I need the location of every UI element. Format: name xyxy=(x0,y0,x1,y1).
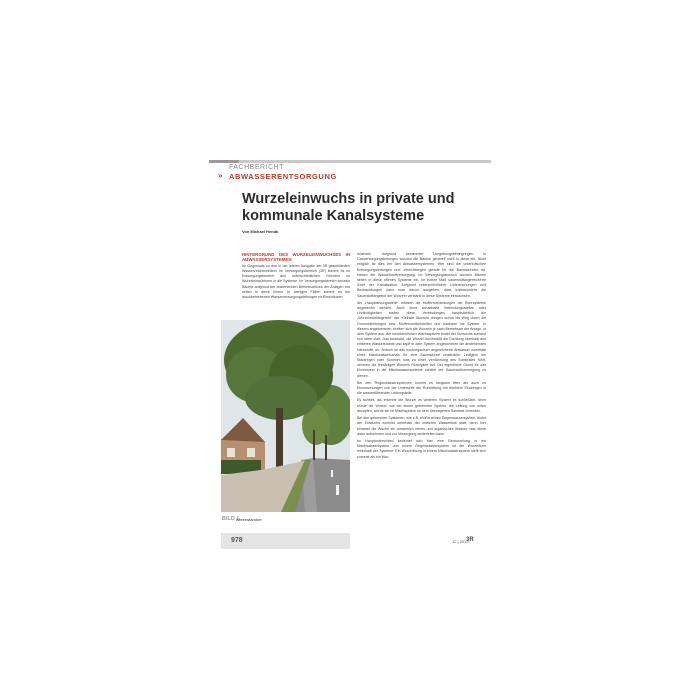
body-paragraph: Im Hauptunterschied bedeutet sich hier eine Einwurzelung in ein Mischwassersystem und einem Regenwassersystem ist die Wurzelform innerhalb der Systeme. Ein Wurzelbrung in einem Mischwassersystem stellt sich zumeist als ein Wur- xyxy=(357,438,486,459)
article-author: Von Michael Hendk xyxy=(242,229,279,234)
section-heading: HINTERGRUND DES WURZELEINWUCHSES IN ABWASSERSYSTEMEN xyxy=(242,252,350,263)
section-subtitle: ABWASSERENTSORGUNG xyxy=(229,172,337,181)
page-number: 978 xyxy=(231,537,243,544)
body-paragraph: Bei den getrennten Systemen, wie z.B. einem reinen Regenwassersystem, findet der Einwuchs zumeist unterhalb der mittleren Wasserlinie statt, denn hier erwartet die Wurzel ein wesentlich reines und organisches Wasser, was diese dann aufnehmen und zur Versorgung weiterleiten kann. xyxy=(357,416,486,436)
section-label: FACHBERICHT xyxy=(229,164,284,171)
figure-label: BILD 1 xyxy=(222,516,240,522)
article-title: Wurzeleinwuchs in private und kommunale Kanalsysteme xyxy=(242,191,455,224)
issue-label: 12 | 2013 xyxy=(452,539,469,544)
body-paragraph: Bei den Regenwassersystemen kommt es langsam öfter als auch zu Einwurzelungen von der Unterseite der Rohrleitung mit direktem Eindringen in die wasserführenden Leitungsteile. xyxy=(357,380,486,396)
street-tree-photo xyxy=(221,320,350,512)
header-rule xyxy=(209,160,491,163)
body-paragraph: wüchsen. Aufgrund bestimmter Umgebungsbedingungen in Gasversorgungsleitungen wurzeln die Bäume generell nicht in diese ein. Nicht möglich ist dies bei den Abwassersystemen. Hier sind die unterirdischen Entsorgungsleitungen und -einrichtungen gerade für die Baumwurzeln da. Neben der Wasserstoffversorgung. Im Versorgungsbereich wurzeln Bäume selten in diese offenen Systeme ein. Im hohen Maß sauerstoffangereicherte Zone der Kanalisation. Aufgrund unterschiedlicher Untersuchungen und Beobachtungen kann man davon ausgehen, dass insbesondere die Sauerstoffangebot der Wurzeln verstärkt in diese Systeme einwachsen. xyxy=(357,252,486,298)
chevron-icon: » xyxy=(218,171,223,180)
header-rule-accent xyxy=(209,160,239,163)
street-photo-illustration xyxy=(221,320,350,512)
body-paragraph: Es scheint, als erkenne die Wurzel im weiteren System es schließlich, denn würde die Wurzel, wie bei einem getrennten System, die Leitung von unten anzapfen, würde sie im Mischsystem an dem überlagerten Substrat verenden. xyxy=(357,398,486,413)
text-column-right xyxy=(357,252,486,462)
body-paragraph: Im Gegensatz zu den in der letzten Ausgabe der 3R geschilderten Wasserzeichenbildern im Versorgungsbereich (3R) kommt es im Entsorgungsbereich aus unterschiedlichen Gründen zu Wurzeleinwüchsen in die Systeme. Im Versorgungsbereich wurzeln Bäume aufgrund der anstehenden Betriebsdrücke der Anlagen nur selten in diese hinein. In wenigen Fällen kommt es bei druckbetriebenen Wasserversorgungsleitungen zu Einwüchsen. xyxy=(242,263,350,300)
text-column-left xyxy=(242,252,350,302)
journal-logo: 3R xyxy=(466,537,474,543)
magazine-page xyxy=(209,160,491,552)
body-paragraph: Als „Hauptwirkungsstelle“ müssen die Muffenverbindungen der Rohrsysteme angesehen werden. Auch ohne schadhafte Verbindungsstellen oder Undichtigkeiten stellen diese Verbindungen hauptsächlich die „Wurzeleintrittsgefahr“ dar. Kleinste Wurzeln dringen schon bis Weg durch die Gummidichtungen bzw. Muffenundichtstellen und wachsen ins System. In diesem angekommen, breiten sich die Wurzeln je nach Betriebsart der Anlage, in dem System aus. Bei herkömmlichen Wachsspitzen findet der Einwuchs zumeist von oben statt. Das bedeutet, die Wurzel durchstößt die Dichtung oberhalb des mittleren Wasserstands und zapft in dem System angekommen die anstehenden Nährstoffe an. Jedoch ist das hochorganisch angereicherte Abwasser innerhalb eines Mischwasserkanals für eine Baumwurzel unattraktiv. Lediglich bei Starkregen oder Sommer, was zu einer Verdünnung des Substrates führt, nehmen die feinfädigen Wurzeln Flüssigkeit auf. Der eigentliche Grund für das Einwurzeln in die Mischwassersysteme scheint der Sauerstoffversorgung zu dienen. xyxy=(357,300,486,378)
figure-caption: Alleenstandort xyxy=(236,517,262,522)
